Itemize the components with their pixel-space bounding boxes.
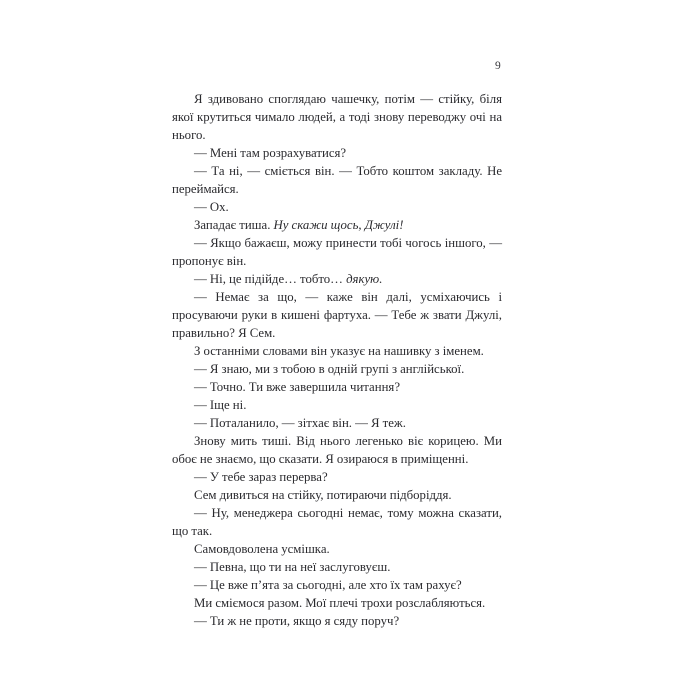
- paragraph: [172, 414, 502, 432]
- paragraph: [172, 594, 502, 612]
- italic-text-run: дякую.: [346, 272, 383, 286]
- text-run: Самовдоволена усмішка.: [194, 542, 330, 556]
- paragraph: [172, 162, 502, 198]
- paragraph: [172, 360, 502, 378]
- text-run: — Це вже п’ята за сьогодні, але хто їх там рахує?: [194, 578, 462, 592]
- paragraph: [172, 540, 502, 558]
- paragraph: [172, 144, 502, 162]
- paragraph: [172, 396, 502, 414]
- paragraph: [172, 342, 502, 360]
- paragraph: [172, 504, 502, 540]
- text-run: — Ні, це підійде… тобто…: [194, 272, 347, 286]
- text-run: — Якщо бажаєш, можу принести тобі чогось іншого, — пропонує він.: [172, 236, 502, 268]
- paragraph: [172, 90, 502, 144]
- paragraph: [172, 216, 502, 234]
- paragraph: [172, 486, 502, 504]
- text-run: — Мені там розрахуватися?: [194, 146, 347, 160]
- text-run: — Та ні, — сміється він. — Тобто коштом закладу. Не переймайся.: [172, 164, 502, 196]
- paragraph: [172, 288, 502, 342]
- text-run: Знову мить тиші. Від нього легенько віє корицею. Ми обоє не знаємо, що сказати. Я озираюся в приміщенні.: [172, 434, 502, 466]
- text-run: Западає тиша.: [194, 218, 274, 232]
- text-run: — Поталанило, — зітхає він. — Я теж.: [194, 416, 406, 430]
- text-run: Ми сміємося разом. Мої плечі трохи розслабляються.: [194, 596, 486, 610]
- paragraph: [172, 612, 502, 630]
- text-run: — Я знаю, ми з тобою в одній групі з англійської.: [194, 362, 465, 376]
- text-run: Сем дивиться на стійку, потираючи підборіддя.: [194, 488, 452, 502]
- text-run: — Ну, менеджера сьогодні немає, тому можна сказати, що так.: [172, 506, 502, 538]
- paragraph: [172, 432, 502, 468]
- page-number: 9: [495, 60, 501, 72]
- text-run: — Ти ж не проти, якщо я сяду поруч?: [194, 614, 400, 628]
- paragraph: [172, 558, 502, 576]
- text-run: — Певна, що ти на неї заслуговуєш.: [194, 560, 391, 574]
- text-run: — Немає за що, — каже він далі, усміхаючись і просуваючи руки в кишені фартуха. — Тебе ж звати Джулі, правильно? Я Сем.: [172, 290, 502, 340]
- text-run: З останніми словами він указує на нашивку з іменем.: [194, 344, 484, 358]
- paragraph: [172, 270, 502, 288]
- text-run: — Іще ні.: [194, 398, 247, 412]
- text-run: — Ох.: [194, 200, 229, 214]
- paragraph: [172, 234, 502, 270]
- page-text-block: [172, 90, 502, 630]
- paragraph: [172, 468, 502, 486]
- paragraph: [172, 378, 502, 396]
- text-run: — У тебе зараз перерва?: [194, 470, 328, 484]
- paragraph: [172, 198, 502, 216]
- italic-text-run: Ну скажи щось, Джулі!: [273, 218, 404, 232]
- paragraph: [172, 576, 502, 594]
- text-run: Я здивовано споглядаю чашечку, потім — стійку, біля якої крутиться чимало людей, а тоді знову переводжу очі на нього.: [172, 92, 502, 142]
- text-run: — Точно. Ти вже завершила читання?: [194, 380, 400, 394]
